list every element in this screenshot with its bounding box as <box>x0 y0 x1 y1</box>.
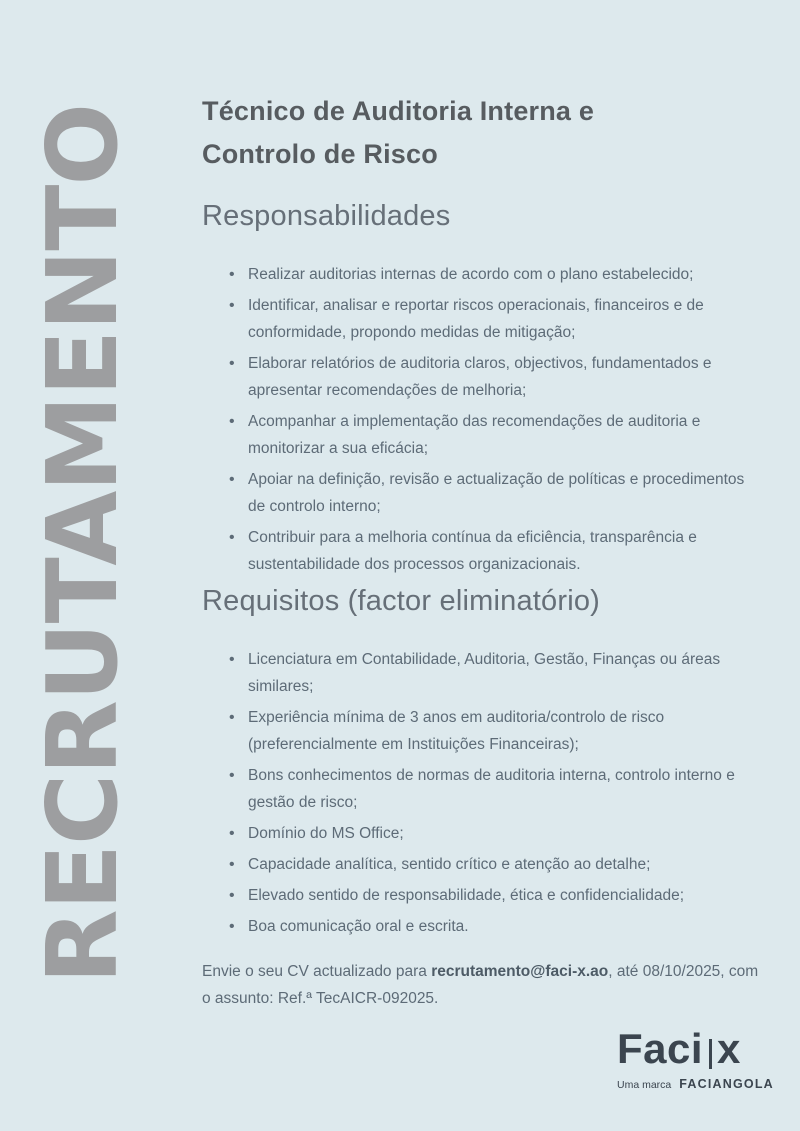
list-item: • Realizar auditorias internas de acordo com o plano estabelecido; <box>202 261 760 288</box>
job-title-line-2: Controlo de Risco <box>202 139 438 169</box>
list-item: • Acompanhar a implementação das recomendações de auditoria e monitorizar a sua eficácia; <box>202 408 760 462</box>
job-title <box>202 90 760 176</box>
poster-content <box>202 90 760 1012</box>
instructions-suffix: , até 08/10/2025, com o assunto: Ref.ª TecAICR-092025. <box>202 963 759 1007</box>
instructions-prefix: Envie o seu CV actualizado para <box>202 963 432 980</box>
logo-divider-bar <box>709 1039 712 1069</box>
list-item: • Boa comunicação oral e escrita. <box>202 913 760 940</box>
list-item: • Licenciatura em Contabilidade, Auditoria, Gestão, Finanças ou áreas similares; <box>202 646 760 700</box>
list-item: • Contribuir para a melhoria contínua da eficiência, transparência e sustentabilidade dos processos organizacionais. <box>202 524 760 578</box>
application-email: recrutamento@faci-x.ao <box>431 963 609 980</box>
list-item: • Elaborar relatórios de auditoria claros, objectivos, fundamentados e apresentar recomendações de melhoria; <box>202 350 760 404</box>
logo-text-x: x <box>717 1025 741 1072</box>
facix-logo <box>617 1025 774 1091</box>
list-item: • Identificar, analisar e reportar riscos operacionais, financeiros e de conformidade, propondo medidas de mitigação; <box>202 292 760 346</box>
list-item: • Domínio do MS Office; <box>202 820 760 847</box>
list-item: • Elevado sentido de responsabilidade, ética e confidencialidade; <box>202 882 760 909</box>
job-title-line-1: Técnico de Auditoria Interna e <box>202 96 595 126</box>
list-item: • Capacidade analítica, sentido crítico e atenção ao detalhe; <box>202 851 760 878</box>
logo-tagline <box>617 1077 774 1091</box>
section-heading-requirements: Requisitos (factor eliminatório) <box>202 585 601 617</box>
facix-logo-wordmark <box>617 1025 774 1072</box>
logo-text-faci: Faci <box>617 1025 704 1072</box>
tagline-brand-faciangola: FACIANGOLA <box>679 1077 774 1091</box>
section-heading-responsibilities: Responsabilidades <box>202 200 451 232</box>
requirements-list <box>202 646 760 940</box>
vertical-recrutamento-banner: RECRUTAMENTO <box>26 104 139 984</box>
responsibilities-list <box>202 261 760 578</box>
tagline-prefix: Uma marca <box>617 1079 672 1091</box>
list-item: • Apoiar na definição, revisão e actualização de políticas e procedimentos de controlo interno; <box>202 466 760 520</box>
list-item: • Experiência mínima de 3 anos em auditoria/controlo de risco (preferencialmente em Instituições Financeiras); <box>202 704 760 758</box>
list-item: • Bons conhecimentos de normas de auditoria interna, controlo interno e gestão de risco; <box>202 762 760 816</box>
application-instructions <box>202 958 760 1012</box>
